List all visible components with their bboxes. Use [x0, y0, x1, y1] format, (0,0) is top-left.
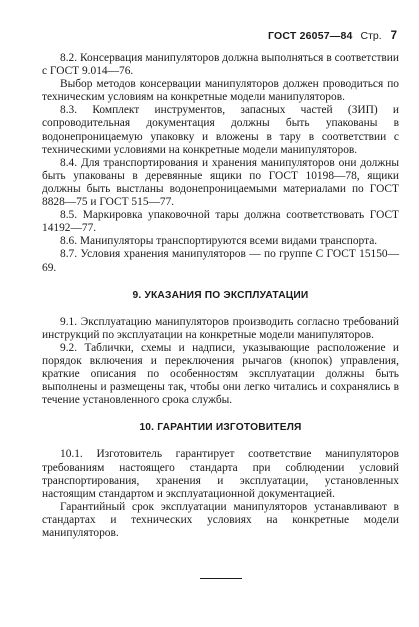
end-divider	[200, 578, 242, 579]
paragraph-preservation-methods: Выбор методов консервации манипуляторов должен проводиться по техническим условиям на конкретные модели манипуляторов.	[42, 78, 399, 104]
paragraph-9-2: 9.2. Таблички, схемы и надписи, указывающие расположение и порядок включения и переключения рычагов (кнопок) управления, краткие описания по особенностям эксплуатации должны быть выполнены и размещены так, чтобы они легко читались и сохранялись в течение установленного срока службы.	[42, 341, 399, 407]
paragraph-8-3: 8.3. Комплект инструментов, запасных частей (ЗИП) и сопроводительная документация должны быть упакованы в водонепроницаемую упаковку и вложены в тару в соответствии с техническими условиями на конкретные модели манипуляторов.	[42, 104, 399, 156]
paragraph-8-2: 8.2. Консервация манипуляторов должна выполняться в соответствии с ГОСТ 9.014—76.	[42, 52, 399, 78]
document-body	[42, 52, 399, 579]
standard-number: ГОСТ 26057—84	[267, 30, 353, 42]
paragraph-8-7: 8.7. Условия хранения манипуляторов — по группе С ГОСТ 15150—69.	[42, 248, 399, 274]
page-label: Стр.	[360, 30, 382, 42]
paragraph-10-1: 10.1. Изготовитель гарантирует соответствие манипуляторов требованиям настоящего стандарта при соблюдении условий транспортирования, хранения и эксплуатации, установленных настоящим стандартом и эксплуатационной документацией.	[42, 448, 399, 500]
page-number: 7	[390, 30, 397, 42]
paragraph-9-1: 9.1. Эксплуатацию манипуляторов производить согласно требований инструкций по эксплуатации на конкретные модели манипуляторов.	[42, 315, 399, 341]
paragraph-8-5: 8.5. Маркировка упаковочной тары должна соответствовать ГОСТ 14192—77.	[42, 209, 399, 235]
paragraph-8-4: 8.4. Для транспортирования и хранения манипуляторов они должны быть упакованы в деревянные ящики по ГОСТ 10198—78, ящики должны быть выстланы водонепроницаемыми материалами по ГОСТ 8828—75 и ГОСТ 515—77.	[42, 156, 399, 209]
page-header	[268, 30, 397, 42]
paragraph-8-6: 8.6. Манипуляторы транспортируются всеми видами транспорта.	[60, 235, 378, 248]
section-10-title: 10. ГАРАНТИИ ИЗГОТОВИТЕЛЯ	[139, 422, 302, 434]
paragraph-warranty-period: Гарантийный срок эксплуатации манипуляторов устанавливают в стандартах и технических условиях на конкретные модели манипуляторов.	[42, 500, 399, 539]
section-9-title: 9. УКАЗАНИЯ ПО ЭКСПЛУАТАЦИИ	[132, 289, 309, 301]
